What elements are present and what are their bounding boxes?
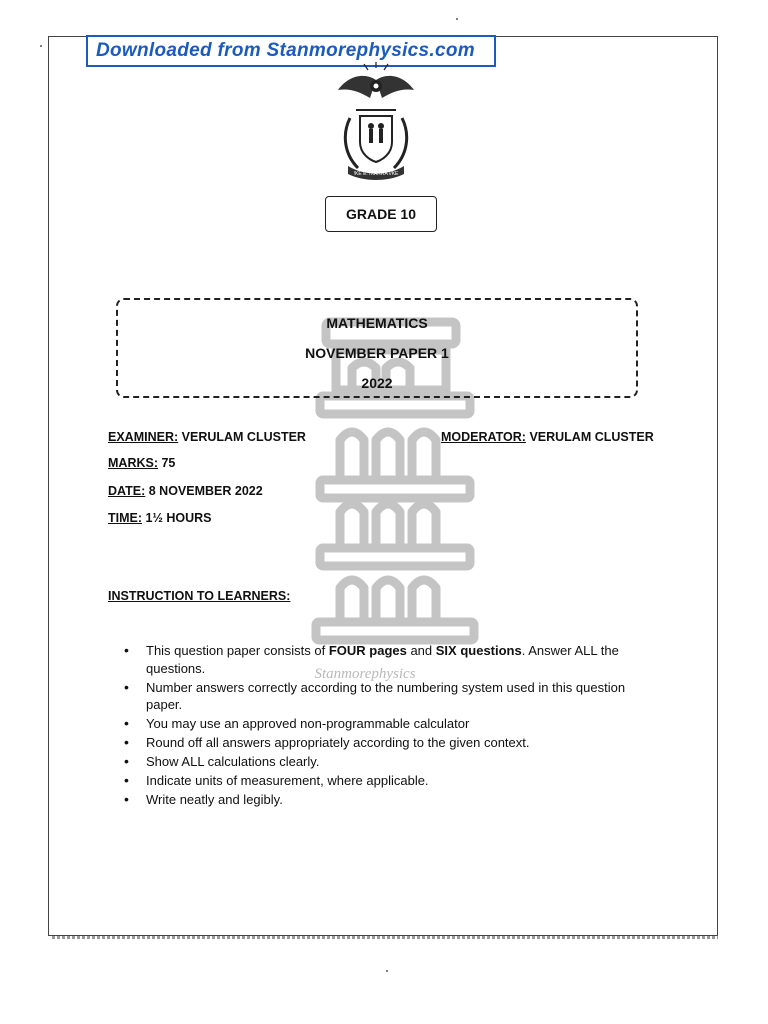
time-key: TIME: [108, 511, 143, 525]
list-item: • Indicate units of measurement, where applicable. [122, 772, 642, 790]
list-item: • This question paper consists of FOUR pages and SIX questions. Answer ALL the questions. [122, 642, 642, 677]
list-item: • Round off all answers appropriately according to the given context. [122, 734, 642, 752]
instructions-heading: INSTRUCTION TO LEARNERS: [108, 589, 291, 603]
date-key: DATE: [108, 484, 146, 498]
date-value: 8 NOVEMBER 2022 [148, 484, 263, 498]
instructions-list [122, 642, 642, 810]
examiner-value: VERULAM CLUSTER [181, 430, 306, 444]
page-border-shadow [52, 936, 718, 939]
download-banner[interactable]: Downloaded from Stanmorephysics.com [86, 35, 496, 67]
marks-key: MARKS: [108, 456, 158, 470]
examiner-key: EXAMINER: [108, 430, 179, 444]
scan-speck [386, 970, 388, 972]
list-item: • You may use an approved non-programmable calculator [122, 715, 642, 733]
grade-box: GRADE 10 [325, 196, 437, 232]
moderator-line [441, 430, 654, 444]
svg-text:!KE E: /XARRA //KE: !KE E: /XARRA //KE [353, 171, 399, 177]
list-item: • Show ALL calculations clearly. [122, 753, 642, 771]
marks-value: 75 [161, 456, 176, 470]
scan-speck [456, 18, 458, 20]
time-value: 1½ HOURS [145, 511, 212, 525]
year-title: 2022 [361, 375, 393, 391]
moderator-value: VERULAM CLUSTER [529, 430, 654, 444]
moderator-key: MODERATOR: [441, 430, 526, 444]
subject-title: MATHEMATICS [326, 315, 428, 331]
watermark-text: Stanmorephysics [314, 666, 416, 682]
coat-of-arms-icon [334, 62, 418, 180]
list-item: • Number answers correctly according to the numbering system used in this question paper. [122, 679, 642, 714]
marks-line [108, 456, 175, 470]
examiner-line [108, 430, 306, 444]
date-line [108, 484, 263, 498]
paper-title: NOVEMBER PAPER 1 [305, 345, 449, 361]
time-line [108, 511, 212, 525]
scan-speck [40, 45, 42, 47]
list-item: • Write neatly and legibly. [122, 791, 642, 809]
